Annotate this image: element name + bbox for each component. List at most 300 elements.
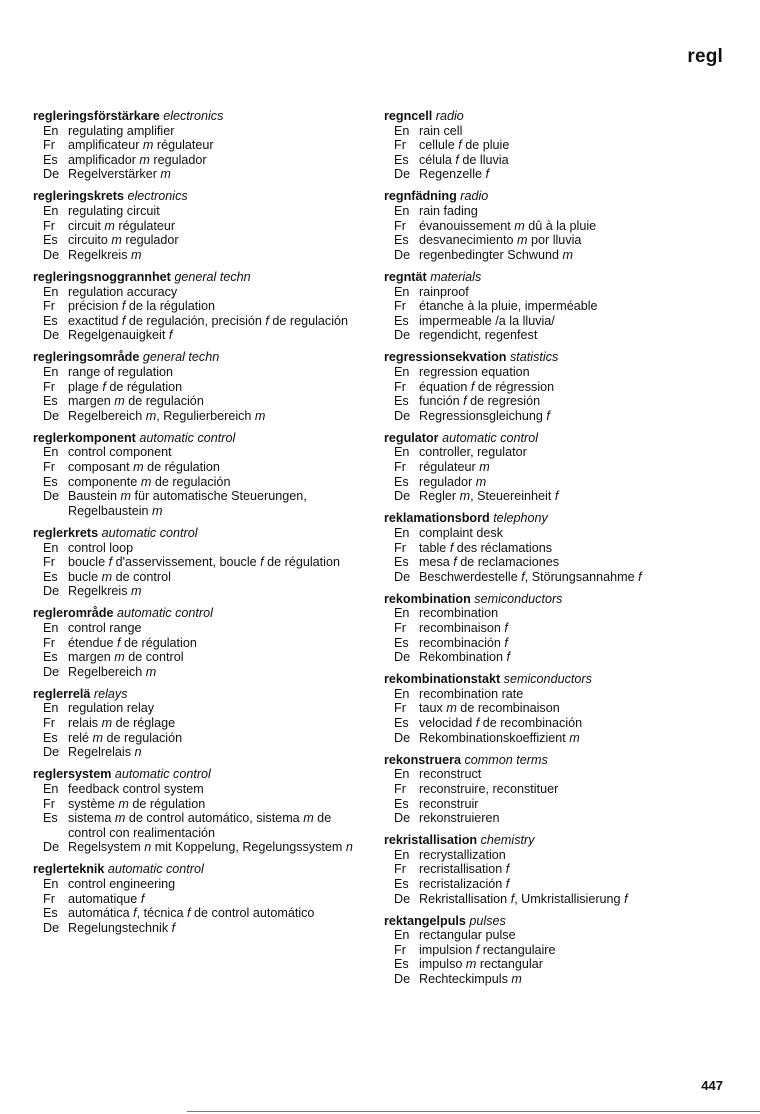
language-code: Es bbox=[394, 555, 409, 570]
grammatical-gender: f bbox=[455, 152, 459, 167]
translation-text: Regelverstärker m bbox=[68, 167, 171, 182]
translation-text: control engineering bbox=[68, 877, 176, 891]
entry-head bbox=[384, 431, 730, 446]
subject-domain: automatic control bbox=[101, 525, 198, 540]
translation-text: recrystallization bbox=[419, 847, 506, 862]
subject-domain: materials bbox=[430, 269, 482, 284]
subject-domain: electronics bbox=[127, 189, 188, 204]
translation-row bbox=[33, 840, 355, 855]
headword: regleringskrets bbox=[33, 189, 124, 204]
headword: regleringsnoggrannhet bbox=[33, 269, 171, 284]
translation-text: amplificateur m régulateur bbox=[68, 138, 214, 153]
translation-row bbox=[33, 541, 355, 556]
grammatical-gender: f bbox=[554, 489, 559, 504]
language-code: En bbox=[394, 847, 410, 862]
headword: reglerkomponent bbox=[33, 430, 136, 445]
language-code: Es bbox=[394, 957, 409, 972]
translation-text: Regelgenauigkeit f bbox=[68, 328, 173, 343]
translation-text: range of regulation bbox=[68, 365, 174, 379]
language-code: En bbox=[394, 123, 410, 138]
subject-domain: automatic control bbox=[117, 606, 213, 621]
translation-text: regulating amplifier bbox=[68, 123, 175, 138]
translation-text: rainproof bbox=[419, 284, 469, 299]
language-code: En bbox=[394, 606, 410, 621]
translation-text: función f de regresión bbox=[419, 394, 541, 409]
translation-text: Regelsystem n mit Koppelung, Regelungssystem n bbox=[68, 840, 353, 855]
language-code: En bbox=[394, 365, 410, 379]
translation-text: amplificador m regulador bbox=[68, 152, 207, 167]
dictionary-entry bbox=[33, 687, 355, 760]
translation-text: composant m de régulation bbox=[68, 460, 220, 475]
grammatical-gender: m bbox=[114, 650, 125, 665]
language-code: De bbox=[394, 247, 411, 262]
grammatical-gender: f bbox=[546, 408, 550, 423]
translation-text: étendue f de régulation bbox=[68, 635, 197, 650]
entry-head bbox=[384, 914, 730, 929]
dictionary-column-right bbox=[384, 109, 730, 994]
footer-rule bbox=[187, 1111, 760, 1112]
subject-domain: pulses bbox=[469, 913, 506, 928]
translation-row bbox=[384, 972, 730, 987]
translation-text: Regenzelle f bbox=[419, 167, 490, 182]
grammatical-gender: f bbox=[168, 328, 173, 343]
grammatical-gender: f bbox=[117, 635, 121, 650]
translation-text: Regelkreis m bbox=[68, 247, 142, 262]
translation-row bbox=[384, 394, 730, 409]
translation-row bbox=[33, 365, 355, 380]
grammatical-gender: m bbox=[511, 972, 522, 987]
language-code: Fr bbox=[394, 379, 406, 394]
dictionary-entry bbox=[384, 672, 730, 745]
language-code: Es bbox=[43, 233, 58, 248]
grammatical-gender: m bbox=[479, 460, 490, 475]
language-code: Fr bbox=[43, 555, 55, 570]
entry-head bbox=[33, 687, 355, 702]
grammatical-gender: f bbox=[171, 920, 176, 935]
grammatical-gender: m bbox=[303, 811, 314, 826]
language-code: Es bbox=[43, 730, 58, 745]
translation-row bbox=[384, 621, 730, 636]
translation-text: sistema m de control automático, sistema m de control con realimentación bbox=[68, 811, 332, 840]
headword: rekristallisation bbox=[384, 833, 478, 848]
subject-domain: relays bbox=[93, 686, 128, 701]
translation-row bbox=[33, 621, 355, 636]
grammatical-gender: m bbox=[131, 247, 142, 262]
grammatical-gender: f bbox=[504, 621, 508, 635]
translation-row bbox=[384, 892, 730, 907]
grammatical-gender: f bbox=[505, 862, 510, 877]
translation-text: recristallisation f bbox=[419, 862, 510, 877]
dictionary-entry bbox=[384, 833, 730, 906]
dictionary-entry bbox=[384, 914, 730, 987]
translation-text: cellule f de pluie bbox=[419, 138, 510, 153]
language-code: De bbox=[43, 328, 60, 343]
subject-domain: statistics bbox=[510, 350, 559, 365]
translation-row bbox=[384, 650, 730, 665]
translation-text: regendicht, regenfest bbox=[419, 328, 538, 343]
headword: reglersystem bbox=[33, 767, 112, 782]
translation-text: mesa f de reclamaciones bbox=[419, 555, 559, 570]
translation-row bbox=[384, 767, 730, 782]
language-code: De bbox=[43, 584, 60, 599]
translation-text: évanouissement m dû à la pluie bbox=[419, 218, 597, 233]
headword: reglerområde bbox=[33, 606, 114, 621]
language-code: Es bbox=[394, 313, 409, 328]
grammatical-gender: m bbox=[254, 408, 266, 423]
translation-row bbox=[384, 489, 730, 504]
grammatical-gender: f bbox=[140, 891, 145, 906]
grammatical-gender: m bbox=[114, 811, 126, 826]
translation-row bbox=[33, 204, 355, 219]
language-code: Fr bbox=[394, 862, 406, 877]
headword: regncell bbox=[384, 109, 433, 123]
language-code: De bbox=[43, 247, 60, 262]
translation-row bbox=[33, 167, 355, 182]
dictionary-entry bbox=[33, 767, 355, 855]
dictionary-entry bbox=[384, 189, 730, 262]
translation-row bbox=[384, 606, 730, 621]
translation-text: recombination rate bbox=[419, 686, 524, 701]
dictionary-entry bbox=[384, 270, 730, 343]
grammatical-gender: m bbox=[104, 218, 115, 233]
translation-text: recombinación f bbox=[419, 635, 508, 650]
grammatical-gender: f bbox=[510, 891, 515, 906]
grammatical-gender: n bbox=[345, 840, 353, 855]
subject-domain: automatic control bbox=[114, 767, 211, 782]
entry-head bbox=[33, 862, 355, 877]
grammatical-gender: f bbox=[505, 877, 510, 891]
translation-row bbox=[33, 797, 355, 812]
grammatical-gender: m bbox=[142, 138, 154, 153]
grammatical-gender: f bbox=[449, 540, 454, 555]
translation-row bbox=[384, 943, 730, 958]
subject-domain: radio bbox=[435, 109, 464, 123]
translation-text: regenbedingter Schwund m bbox=[419, 247, 574, 262]
headword: rektangelpuls bbox=[384, 913, 466, 928]
language-code: En bbox=[43, 445, 59, 460]
translation-row bbox=[384, 957, 730, 972]
translation-row bbox=[384, 541, 730, 556]
language-code: Fr bbox=[43, 379, 55, 394]
dictionary-entry bbox=[384, 431, 730, 504]
grammatical-gender: n bbox=[144, 840, 152, 855]
dictionary-entry bbox=[33, 431, 355, 519]
grammatical-gender: n bbox=[134, 745, 142, 760]
translation-text: boucle f d'asservissement, boucle f de régulation bbox=[68, 555, 340, 570]
grammatical-gender: f bbox=[485, 167, 490, 182]
headword: reklamationsbord bbox=[384, 511, 490, 526]
grammatical-gender: m bbox=[514, 218, 525, 233]
grammatical-gender: f bbox=[260, 555, 264, 570]
grammatical-gender: m bbox=[111, 233, 122, 248]
translation-text: système m de régulation bbox=[68, 796, 206, 811]
headword: regressionsekvation bbox=[384, 350, 507, 365]
language-code: De bbox=[394, 328, 411, 343]
language-code: En bbox=[43, 540, 59, 555]
grammatical-gender: m bbox=[569, 730, 580, 745]
translation-text: reconstruct bbox=[419, 767, 482, 782]
translation-row bbox=[384, 248, 730, 263]
language-code: De bbox=[43, 408, 60, 423]
translation-row bbox=[33, 489, 355, 518]
translation-row bbox=[384, 365, 730, 380]
translation-text: Regelungstechnik f bbox=[68, 920, 176, 935]
translation-row bbox=[33, 892, 355, 907]
language-code: De bbox=[43, 167, 60, 182]
translation-row bbox=[384, 782, 730, 797]
language-code: Fr bbox=[394, 781, 406, 796]
translation-text: impulsion f rectangulaire bbox=[419, 942, 556, 957]
language-code: Fr bbox=[394, 540, 406, 555]
grammatical-gender: f bbox=[265, 313, 269, 328]
grammatical-gender: m bbox=[120, 489, 132, 504]
grammatical-gender: m bbox=[459, 489, 471, 504]
language-code: Es bbox=[394, 474, 409, 489]
headword: reglerteknik bbox=[33, 862, 105, 877]
running-head: regl bbox=[687, 46, 723, 67]
headword: regleringsförstärkare bbox=[33, 109, 160, 123]
grammatical-gender: f bbox=[504, 635, 508, 650]
headword: reglerrelä bbox=[33, 686, 91, 701]
grammatical-gender: m bbox=[114, 394, 125, 409]
language-code: En bbox=[394, 686, 410, 701]
grammatical-gender: m bbox=[139, 152, 150, 167]
translation-row bbox=[384, 204, 730, 219]
language-code: Fr bbox=[43, 299, 55, 314]
translation-text: rectangular pulse bbox=[419, 928, 516, 943]
translation-row bbox=[33, 409, 355, 424]
translation-text: bucle m de control bbox=[68, 569, 171, 584]
language-code: De bbox=[394, 730, 411, 745]
language-code: De bbox=[394, 972, 411, 987]
translation-text: complaint desk bbox=[419, 525, 503, 540]
translation-row bbox=[384, 862, 730, 877]
language-code: En bbox=[43, 284, 59, 299]
translation-text: impulso m rectangular bbox=[419, 957, 543, 972]
translation-text: régulateur m bbox=[419, 460, 490, 475]
translation-row bbox=[384, 409, 730, 424]
language-code: De bbox=[43, 489, 60, 504]
translation-row bbox=[33, 745, 355, 760]
translation-text: velocidad f de recombinación bbox=[419, 716, 583, 731]
translation-row bbox=[33, 460, 355, 475]
translation-row bbox=[384, 797, 730, 812]
language-code: Es bbox=[394, 394, 409, 409]
subject-domain: common terms bbox=[464, 752, 548, 767]
translation-row bbox=[384, 167, 730, 182]
language-code: En bbox=[394, 445, 410, 460]
translation-text: circuit m régulateur bbox=[68, 218, 176, 233]
grammatical-gender: f bbox=[624, 891, 628, 906]
language-code: Es bbox=[394, 635, 409, 650]
translation-row bbox=[33, 219, 355, 234]
dictionary-entry bbox=[384, 592, 730, 665]
dictionary-entry bbox=[33, 189, 355, 262]
grammatical-gender: f bbox=[102, 379, 106, 394]
translation-text: rekonstruieren bbox=[419, 811, 500, 826]
translation-text: Rekombination f bbox=[419, 650, 511, 665]
grammatical-gender: f bbox=[121, 299, 126, 314]
translation-row bbox=[384, 233, 730, 248]
translation-text: rain cell bbox=[419, 123, 463, 138]
language-code: Fr bbox=[394, 942, 406, 957]
entry-head bbox=[33, 767, 355, 782]
grammatical-gender: f bbox=[638, 569, 642, 584]
subject-domain: telephony bbox=[493, 511, 548, 526]
grammatical-gender: f bbox=[475, 716, 480, 731]
translation-text: relé m de regulación bbox=[68, 730, 183, 745]
language-code: Es bbox=[43, 811, 58, 826]
language-code: En bbox=[394, 767, 410, 782]
entry-head bbox=[384, 753, 730, 768]
dictionary-entry bbox=[384, 109, 730, 182]
language-code: En bbox=[43, 204, 59, 219]
translation-row bbox=[33, 233, 355, 248]
translation-text: étanche à la pluie, imperméable bbox=[419, 299, 598, 314]
language-code: De bbox=[394, 167, 411, 182]
grammatical-gender: m bbox=[118, 796, 129, 811]
dictionary-entry bbox=[33, 109, 355, 182]
translation-row bbox=[33, 570, 355, 585]
translation-text: circuito m regulador bbox=[68, 233, 179, 248]
dictionary-entry bbox=[384, 350, 730, 423]
language-code: Es bbox=[394, 877, 409, 891]
translation-text: regulation accuracy bbox=[68, 284, 178, 299]
translation-text: reconstruir bbox=[419, 796, 479, 811]
translation-text: Regelkreis m bbox=[68, 584, 142, 599]
grammatical-gender: f bbox=[458, 138, 462, 153]
dictionary-entry bbox=[33, 606, 355, 679]
translation-row bbox=[33, 299, 355, 314]
language-code: Fr bbox=[394, 218, 406, 233]
language-code: Es bbox=[394, 716, 409, 731]
headword: rekombination bbox=[384, 591, 471, 606]
entry-head bbox=[384, 672, 730, 687]
grammatical-gender: f bbox=[463, 394, 467, 409]
dictionary-entry bbox=[33, 270, 355, 343]
translation-row bbox=[384, 636, 730, 651]
translation-row bbox=[384, 555, 730, 570]
language-code: Fr bbox=[394, 460, 406, 475]
grammatical-gender: f bbox=[470, 379, 475, 394]
grammatical-gender: m bbox=[101, 716, 113, 731]
language-code: Es bbox=[394, 796, 409, 811]
grammatical-gender: f bbox=[187, 906, 191, 921]
entry-head bbox=[384, 109, 730, 124]
language-code: De bbox=[394, 569, 411, 584]
subject-domain: general techn bbox=[174, 269, 251, 284]
translation-text: Baustein m für automatische Steuerungen, Regelbaustein m bbox=[68, 489, 307, 518]
translation-text: Regelrelais n bbox=[68, 745, 142, 760]
translation-text: plage f de régulation bbox=[68, 379, 183, 394]
grammatical-gender: f bbox=[133, 906, 137, 921]
translation-row bbox=[33, 584, 355, 599]
translation-row bbox=[33, 906, 355, 921]
language-code: En bbox=[43, 781, 59, 796]
translation-row bbox=[384, 570, 730, 585]
translation-text: regulation relay bbox=[68, 701, 155, 716]
language-code: En bbox=[43, 123, 59, 138]
translation-row bbox=[33, 445, 355, 460]
grammatical-gender: m bbox=[92, 730, 103, 745]
grammatical-gender: m bbox=[152, 503, 163, 518]
language-code: En bbox=[43, 365, 59, 379]
translation-row bbox=[33, 877, 355, 892]
translation-row bbox=[33, 248, 355, 263]
language-code: De bbox=[394, 891, 411, 906]
grammatical-gender: f bbox=[121, 313, 126, 328]
language-code: Fr bbox=[43, 460, 55, 475]
translation-text: Rechteckimpuls m bbox=[419, 972, 522, 987]
language-code: Es bbox=[43, 650, 58, 665]
language-code: Fr bbox=[43, 635, 55, 650]
entry-head bbox=[33, 431, 355, 446]
subject-domain: automatic control bbox=[442, 430, 538, 445]
language-code: De bbox=[394, 489, 411, 504]
language-code: Fr bbox=[43, 716, 55, 731]
grammatical-gender: m bbox=[517, 233, 528, 248]
translation-text: desvanecimiento m por lluvia bbox=[419, 233, 582, 248]
translation-text: componente m de regulación bbox=[68, 474, 231, 489]
grammatical-gender: f bbox=[108, 555, 113, 570]
headword: rekombinationstakt bbox=[384, 672, 501, 687]
language-code: En bbox=[394, 204, 410, 219]
translation-row bbox=[384, 811, 730, 826]
translation-row bbox=[33, 811, 355, 840]
language-code: En bbox=[43, 877, 59, 891]
language-code: De bbox=[43, 840, 60, 855]
translation-row bbox=[384, 380, 730, 395]
translation-row bbox=[384, 299, 730, 314]
translation-text: précision f de la régulation bbox=[68, 299, 216, 314]
entry-head bbox=[384, 270, 730, 285]
page-number: 447 bbox=[701, 1078, 723, 1093]
language-code: De bbox=[43, 920, 60, 935]
subject-domain: electronics bbox=[163, 109, 224, 123]
entry-head bbox=[384, 511, 730, 526]
language-code: En bbox=[394, 525, 410, 540]
translation-row bbox=[384, 687, 730, 702]
language-code: De bbox=[394, 650, 411, 665]
grammatical-gender: m bbox=[475, 474, 487, 489]
language-code: Es bbox=[43, 152, 58, 167]
translation-row bbox=[384, 445, 730, 460]
entry-head bbox=[33, 350, 355, 365]
language-code: Es bbox=[43, 474, 58, 489]
translation-row bbox=[33, 328, 355, 343]
translation-text: table f des réclamations bbox=[419, 540, 553, 555]
translation-row bbox=[384, 460, 730, 475]
language-code: Fr bbox=[394, 138, 406, 153]
language-code: En bbox=[43, 701, 59, 716]
subject-domain: semiconductors bbox=[503, 672, 592, 687]
translation-row bbox=[384, 928, 730, 943]
translation-row bbox=[384, 475, 730, 490]
subject-domain: chemistry bbox=[480, 833, 535, 848]
translation-text: exactitud f de regulación, precisión f de regulación bbox=[68, 313, 349, 328]
translation-row bbox=[33, 665, 355, 680]
translation-row bbox=[33, 314, 355, 329]
translation-text: margen m de control bbox=[68, 650, 184, 665]
language-code: Fr bbox=[43, 891, 55, 906]
translation-row bbox=[384, 848, 730, 863]
language-code: Es bbox=[43, 394, 58, 409]
language-code: De bbox=[43, 664, 60, 679]
dictionary-entry bbox=[384, 753, 730, 826]
translation-text: automatique f bbox=[68, 891, 145, 906]
language-code: Fr bbox=[394, 299, 406, 314]
entry-head bbox=[33, 526, 355, 541]
